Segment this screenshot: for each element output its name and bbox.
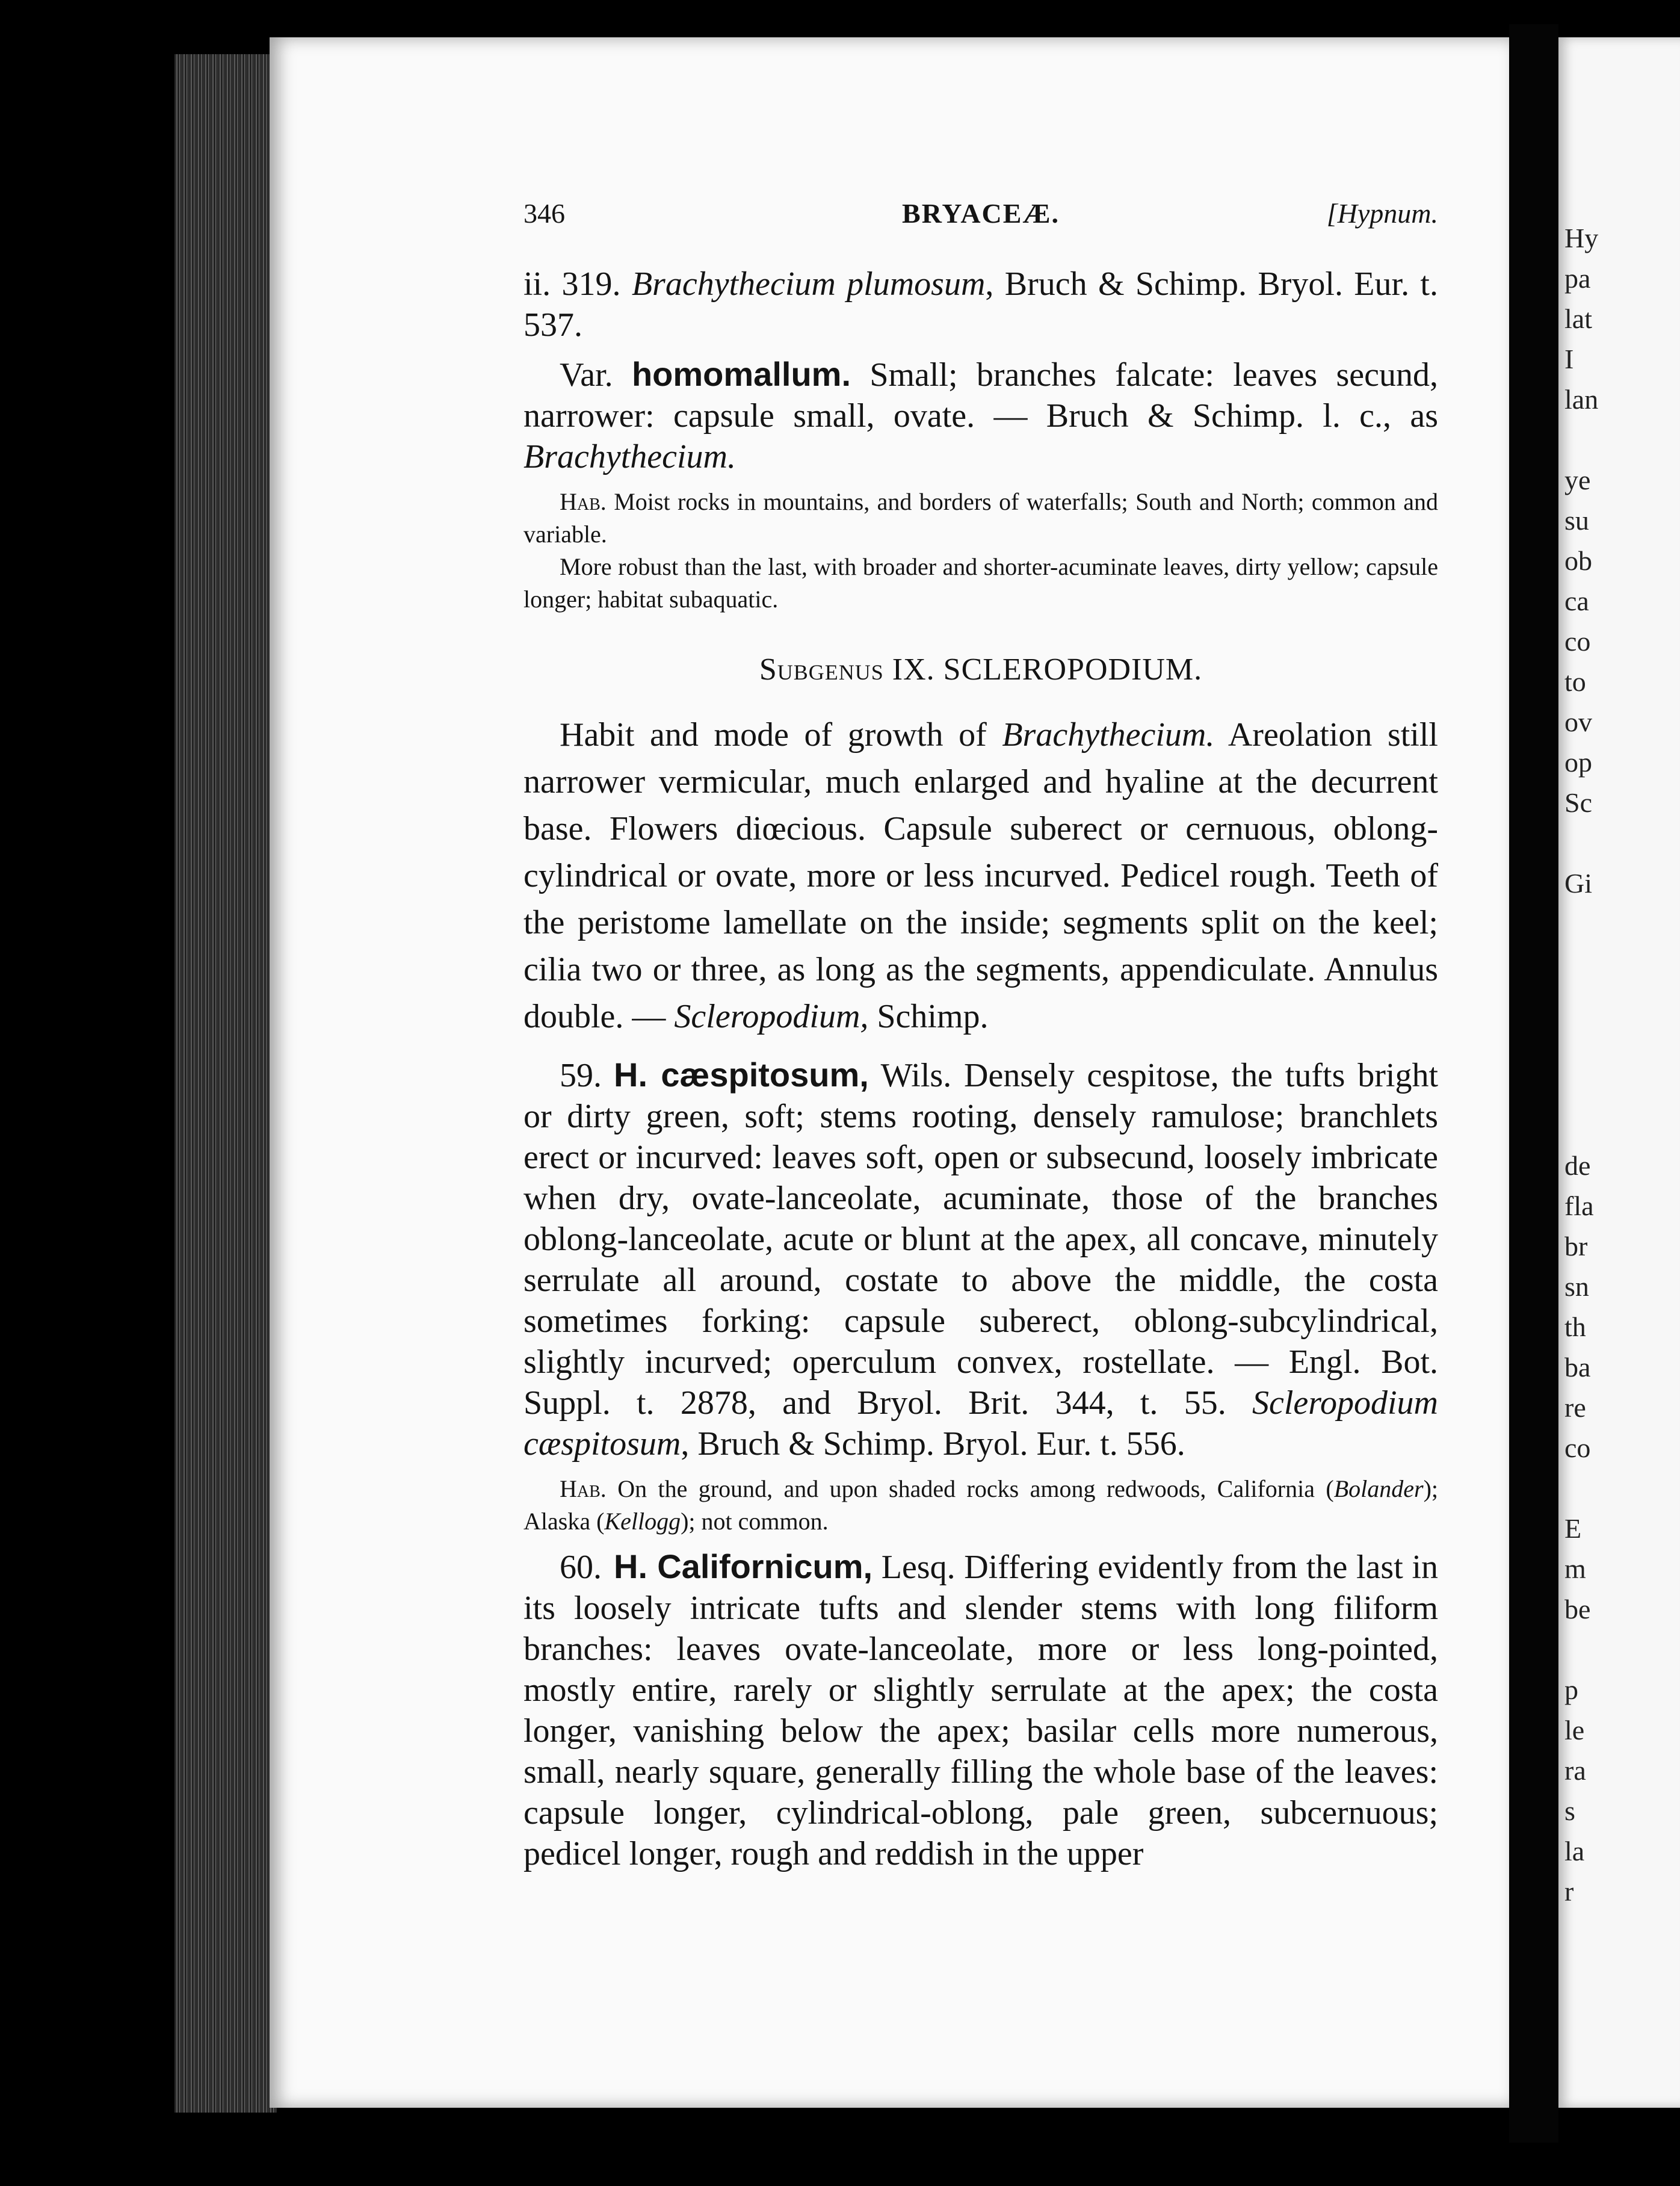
subgenus-heading: Subgenus IX. SCLEROPODIUM. bbox=[759, 652, 1203, 687]
comparison-note: More robust than the last, with broader and shorter-acuminate leaves, dirty yellow; capsule longer; habitat subaquatic. bbox=[523, 553, 1438, 613]
habitat-note: Hab. On the ground, and upon shaded rocks among redwoods, California (Bolander); Alaska (Kellogg); not common. bbox=[523, 1475, 1438, 1535]
facing-page-line bbox=[1564, 1105, 1598, 1145]
facing-page-line bbox=[1564, 1065, 1598, 1105]
facing-page-line: br bbox=[1564, 1231, 1588, 1262]
subgenus-description: Habit and mode of growth of Brachythecium. Areolation still narrower vermicular, much enlarged and hyaline at the decurrent base. Flowers diœcious. Capsule suberect or cernuous, oblong-cylindrical or ovate, more or less incurved. Pedicel rough. Teeth of the peristome lamellate on the inside; segments split on the keel; cilia two or three, as long as the segments, appendiculate. Annulus double. — Scleropodium, Schimp. bbox=[523, 716, 1438, 1035]
book-spine-edge bbox=[174, 54, 277, 2113]
facing-page-line: ca bbox=[1564, 586, 1589, 616]
facing-page-line: th bbox=[1564, 1311, 1586, 1342]
facing-page-line: op bbox=[1564, 747, 1592, 778]
facing-page-line: ra bbox=[1564, 1755, 1586, 1786]
facing-page-line bbox=[1564, 1024, 1598, 1065]
facing-page-line: Hy bbox=[1564, 223, 1599, 253]
facing-page-line: be bbox=[1564, 1594, 1591, 1624]
facing-page-line: E bbox=[1564, 1513, 1582, 1544]
facing-page-line: r bbox=[1564, 1876, 1574, 1907]
facing-page-line: co bbox=[1564, 1432, 1591, 1463]
facing-page-line: le bbox=[1564, 1715, 1585, 1745]
facing-page-line: la bbox=[1564, 1836, 1585, 1866]
facing-page-line: de bbox=[1564, 1150, 1591, 1181]
facing-page-line: Sc bbox=[1564, 787, 1592, 818]
facing-page-line: to bbox=[1564, 666, 1586, 697]
facing-page-line: re bbox=[1564, 1392, 1586, 1423]
facing-page-line: ba bbox=[1564, 1352, 1591, 1383]
facing-page-line: co bbox=[1564, 626, 1591, 657]
species-name: H. cæspitosum, bbox=[614, 1056, 869, 1094]
facing-page-line bbox=[1564, 823, 1598, 863]
variety-name: homomallum. bbox=[631, 355, 851, 393]
facing-page-line: I bbox=[1564, 344, 1574, 374]
facing-page-line bbox=[1564, 903, 1598, 944]
species-name: H. Californicum, bbox=[614, 1547, 873, 1585]
running-head-genus: [Hypnum. bbox=[1326, 198, 1438, 229]
species-59-entry: 59. H. cæspitosum, Wils. Densely cespitose, the tufts bright or dirty green, soft; stems rooting, densely ramulose; branchlets erect or incurved: leaves soft, open or subsecund, loosely imbricate when dry, ovate-lanceolate, acuminate, those of the branches oblong-lanceolate, acute or blunt at the apex, all concave, minutely serrulate all around, costate to above the middle, the costa sometimes forking: capsule suberect, oblong-subcylindrical, slightly incurved; operculum convex, rostellate. — Engl. Bot. Suppl. t. 2878, and Bryol. Brit. 344, t. 55. Scleropodium cæspitosum, Bruch & Schimp. Bryol. Eur. t. 556. bbox=[523, 1056, 1439, 1463]
facing-page-line: fla bbox=[1564, 1191, 1594, 1221]
facing-page-text bbox=[1564, 218, 1598, 1912]
facing-page-line: sn bbox=[1564, 1271, 1589, 1302]
facing-page-line bbox=[1564, 1468, 1598, 1508]
facing-page-line: ov bbox=[1564, 707, 1592, 737]
page-number: 346 bbox=[523, 198, 565, 229]
facing-page-line bbox=[1564, 944, 1598, 984]
habitat-note: Hab. Moist rocks in mountains, and borders of waterfalls; South and North; common and variable. bbox=[523, 488, 1438, 548]
facing-page-line: ob bbox=[1564, 545, 1592, 576]
facing-page-edge bbox=[1558, 37, 1680, 2108]
facing-page-line: m bbox=[1564, 1553, 1586, 1584]
facing-page-line: Gi bbox=[1564, 868, 1592, 899]
citation-paragraph: ii. 319. Brachythecium plumosum, Bruch & Schimp. Bryol. Eur. t. 537. bbox=[523, 265, 1438, 344]
facing-page-line: ye bbox=[1564, 465, 1591, 495]
facing-page-line: lan bbox=[1564, 384, 1599, 415]
facing-page-line: lat bbox=[1564, 303, 1592, 334]
facing-page-line: s bbox=[1564, 1795, 1575, 1826]
facing-page-line: su bbox=[1564, 505, 1589, 536]
running-head bbox=[523, 197, 1438, 234]
page-title: BRYACEÆ. bbox=[902, 198, 1060, 229]
facing-page-line: p bbox=[1564, 1674, 1578, 1705]
facing-page-line bbox=[1564, 984, 1598, 1024]
species-60-entry: 60. H. Californicum, Lesq. Differing evidently from the last in its loosely intricate tufts and slender stems with long filiform branches: leaves ovate-lanceolate, more or less long-pointed, mostly entire, rarely or slightly serrulate at the apex; the costa longer, vanishing below the apex; basilar cells more numerous, small, nearly square, generally filling the whole base of the leaves: capsule longer, cylindrical-oblong, pale green, subcernuous; pedicel longer, rough and reddish in the upper bbox=[523, 1547, 1439, 1872]
facing-page-line bbox=[1564, 1629, 1598, 1670]
page-body bbox=[523, 264, 1438, 1874]
page-gutter bbox=[1509, 24, 1558, 2143]
facing-page-line bbox=[1564, 420, 1598, 460]
facing-page-line: pa bbox=[1564, 263, 1591, 294]
variety-paragraph: Var. homomallum. Small; branches falcate: leaves secund, narrower: capsule small, ovate. — Bruch & Schimp. l. c., as Brachythecium. bbox=[523, 355, 1438, 475]
